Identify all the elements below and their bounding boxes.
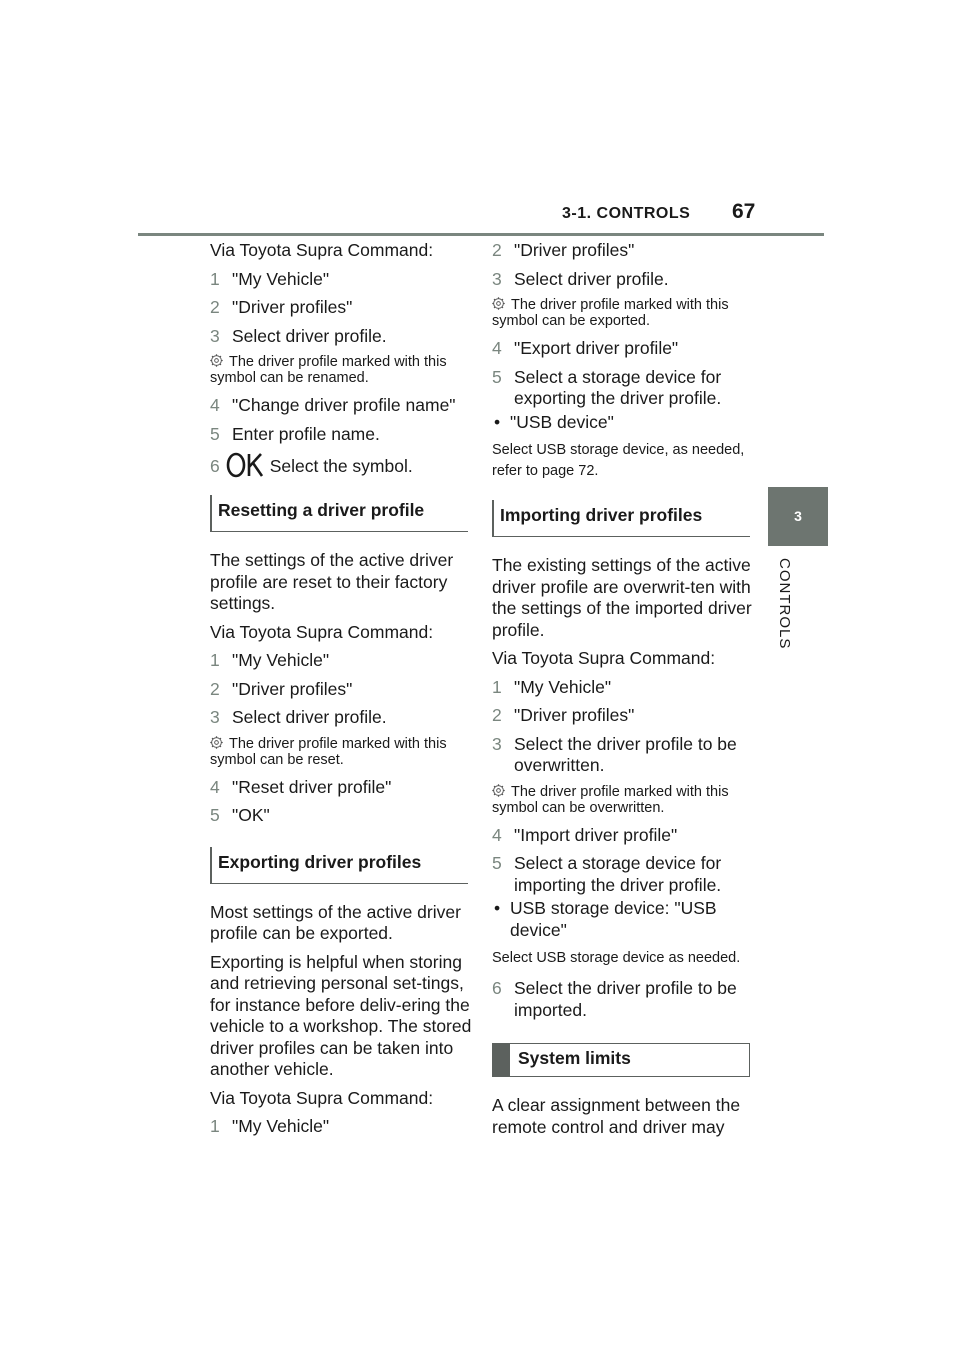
chapter-tab: 3 bbox=[768, 487, 828, 546]
bullet-item bbox=[492, 412, 754, 434]
step-number: 2 bbox=[492, 240, 502, 260]
list-item bbox=[492, 705, 754, 727]
heading-divider bbox=[492, 536, 750, 537]
step-text: "Driver profiles" bbox=[514, 705, 635, 725]
boxed-heading bbox=[492, 1043, 750, 1077]
list-item bbox=[210, 777, 472, 799]
step-text: Select the driver profile to be overwritten. bbox=[514, 733, 737, 775]
step-number: 3 bbox=[210, 707, 220, 727]
list-item bbox=[210, 452, 472, 479]
note-text: The driver profile marked with this symbol can be reset. bbox=[210, 735, 447, 768]
list-item bbox=[210, 269, 472, 291]
section-title: 3-1. CONTROLS bbox=[562, 205, 691, 222]
list-item bbox=[210, 297, 472, 319]
step-number: 6 bbox=[210, 456, 220, 476]
step-text: Select driver profile. bbox=[232, 707, 387, 727]
section-heading bbox=[492, 500, 754, 537]
list-item bbox=[492, 825, 754, 847]
paragraph: The existing settings of the active driver profile are overwrit-ten with the settings of the imported driver profile. bbox=[492, 555, 752, 640]
section-heading bbox=[210, 495, 472, 532]
step-number: 2 bbox=[210, 678, 220, 699]
step-text: Select a storage device for exporting the driver profile. bbox=[514, 366, 722, 408]
intro-text: Via Toyota Supra Command: bbox=[210, 621, 434, 642]
note bbox=[210, 354, 472, 386]
step-number: 1 bbox=[492, 676, 502, 697]
list-item bbox=[492, 269, 754, 291]
header-divider bbox=[138, 233, 824, 236]
list-item bbox=[210, 424, 472, 446]
step-text: "Driver profiles" bbox=[514, 240, 635, 260]
step-number: 1 bbox=[210, 650, 220, 670]
paragraph: Most settings of the active driver profile can be exported. bbox=[210, 901, 461, 943]
step-text: "Change driver profile name" bbox=[232, 395, 456, 415]
step-number: 5 bbox=[210, 805, 220, 825]
intro-text: Via Toyota Supra Command: bbox=[492, 648, 716, 668]
list-item bbox=[210, 395, 472, 417]
step-text: "My Vehicle" bbox=[232, 1116, 330, 1136]
step-text: Enter profile name. bbox=[232, 423, 380, 444]
step-text: Select the symbol. bbox=[269, 456, 413, 476]
step-text: "OK" bbox=[232, 805, 270, 825]
bullet-item bbox=[492, 898, 754, 941]
heading-text: Exporting driver profiles bbox=[218, 851, 422, 872]
step-number: 6 bbox=[492, 978, 502, 998]
heading-text: Importing driver profiles bbox=[500, 505, 703, 525]
paragraph: The settings of the active driver profile are reset to their factory settings. bbox=[210, 550, 454, 613]
step-text: Select the driver profile to be imported. bbox=[514, 978, 737, 1020]
step-number: 4 bbox=[492, 338, 502, 358]
list-item bbox=[210, 326, 472, 348]
step-number: 3 bbox=[210, 325, 220, 346]
step-number: 4 bbox=[210, 776, 220, 797]
note bbox=[492, 784, 754, 816]
list-item bbox=[210, 650, 472, 672]
step-text: "Import driver profile" bbox=[514, 824, 678, 845]
bullet-dot: • bbox=[494, 898, 501, 918]
chapter-label bbox=[771, 558, 795, 658]
step-text: "My Vehicle" bbox=[232, 268, 330, 289]
step-number: 5 bbox=[492, 366, 502, 387]
step-text: Select driver profile. bbox=[232, 325, 387, 346]
list-item bbox=[492, 367, 754, 410]
page-number: 67 bbox=[732, 200, 756, 223]
intro-text: Via Toyota Supra Command: bbox=[210, 240, 434, 260]
list-item bbox=[492, 978, 754, 1021]
list-item bbox=[492, 677, 754, 699]
step-number: 2 bbox=[210, 297, 220, 317]
chapter-label-text: CONTROLS bbox=[776, 558, 793, 650]
small-note: Select USB storage device as needed. bbox=[492, 950, 741, 966]
step-number: 3 bbox=[492, 733, 502, 754]
paragraph: A clear assignment between the remote control and driver may bbox=[492, 1095, 741, 1137]
heading-text: Resetting a driver profile bbox=[218, 500, 425, 520]
bullet-text: "USB device" bbox=[510, 411, 614, 432]
step-text: "My Vehicle" bbox=[514, 676, 612, 697]
list-item bbox=[210, 707, 472, 729]
note-text: The driver profile marked with this symbol can be renamed. bbox=[210, 354, 447, 386]
step-text: Select a storage device for importing the driver profile. bbox=[514, 853, 722, 895]
gear-icon bbox=[210, 736, 223, 749]
list-item bbox=[210, 1116, 472, 1138]
step-text: "Reset driver profile" bbox=[232, 776, 392, 797]
heading-text: System limits bbox=[518, 1048, 631, 1068]
step-number: 4 bbox=[210, 395, 220, 415]
note-text: The driver profile marked with this symbol can be exported. bbox=[492, 297, 729, 329]
heading-divider bbox=[210, 531, 468, 532]
list-item bbox=[210, 805, 472, 827]
heading-divider bbox=[210, 883, 468, 884]
list-item bbox=[492, 240, 754, 262]
left-column bbox=[210, 240, 472, 1145]
list-item bbox=[492, 853, 754, 896]
step-text: "Driver profiles" bbox=[232, 678, 353, 699]
note bbox=[492, 297, 754, 329]
intro-text: Via Toyota Supra Command: bbox=[210, 1087, 434, 1108]
step-number: 5 bbox=[492, 853, 502, 873]
bullet-text: USB storage device: "USB device" bbox=[510, 898, 717, 940]
paragraph: Exporting is helpful when storing and retrieving personal set-tings, for instance before deliv-ering the vehicle to a workshop. The stored driver profiles can be taken into another vehicle. bbox=[210, 951, 472, 1079]
section-heading bbox=[210, 847, 472, 884]
step-number: 2 bbox=[492, 705, 502, 725]
right-column bbox=[492, 240, 754, 1145]
note-text: The driver profile marked with this symbol can be overwritten. bbox=[492, 783, 729, 816]
list-item bbox=[492, 734, 754, 777]
step-number: 5 bbox=[210, 423, 220, 444]
gear-icon bbox=[492, 784, 505, 797]
step-number: 3 bbox=[492, 268, 502, 289]
list-item bbox=[210, 679, 472, 701]
step-number: 1 bbox=[210, 268, 220, 289]
small-note: Select USB storage device, as needed, refer to page 72. bbox=[492, 442, 745, 479]
bullet-dot: • bbox=[494, 411, 501, 432]
step-text: "Export driver profile" bbox=[514, 338, 679, 358]
note bbox=[210, 736, 472, 768]
list-item bbox=[492, 338, 754, 360]
step-text: Select driver profile. bbox=[514, 268, 669, 289]
ok-icon bbox=[226, 452, 264, 478]
step-number: 4 bbox=[492, 824, 502, 845]
gear-icon bbox=[210, 354, 223, 367]
heading-bar bbox=[493, 1044, 510, 1076]
step-text: "Driver profiles" bbox=[232, 297, 353, 317]
step-text: "My Vehicle" bbox=[232, 650, 330, 670]
step-number: 1 bbox=[210, 1116, 220, 1136]
gear-icon bbox=[492, 297, 505, 310]
